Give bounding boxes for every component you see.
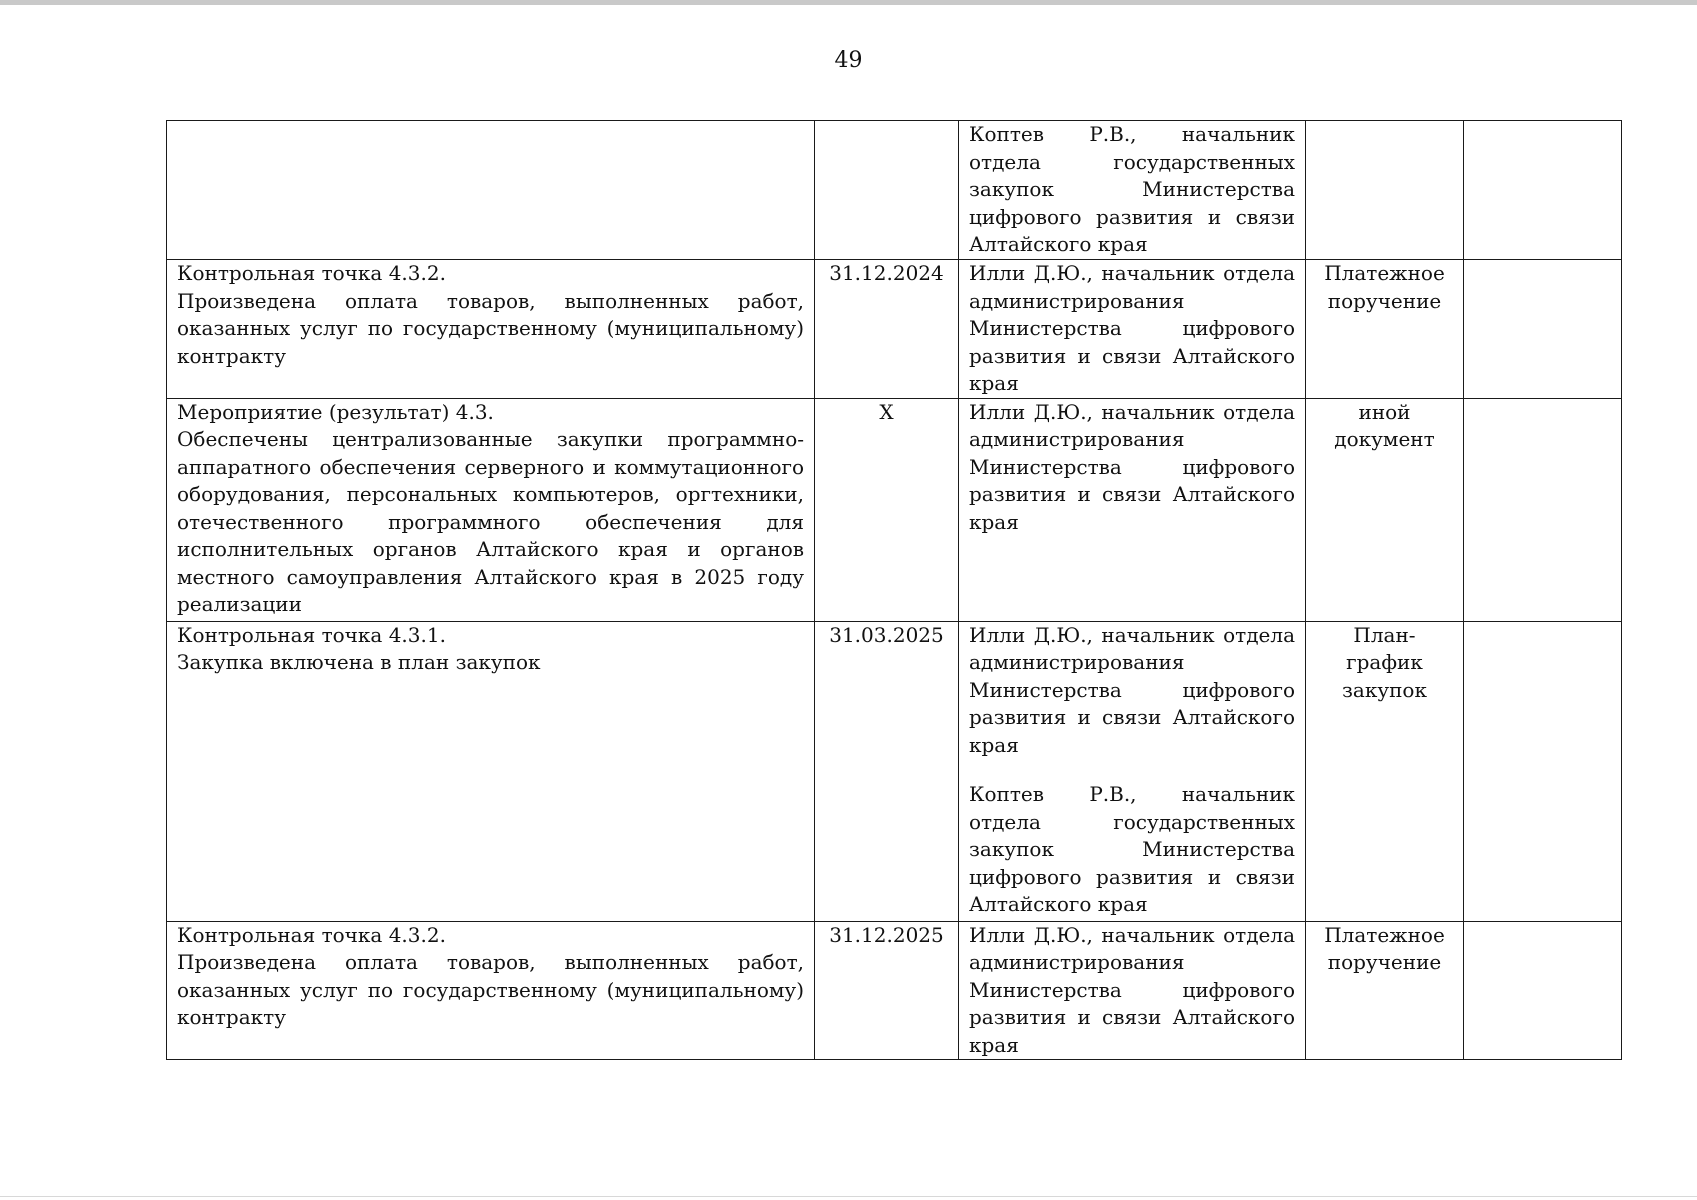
table-row [167, 398, 1622, 621]
document-cell [1306, 121, 1464, 260]
table-row [167, 121, 1622, 260]
row-text: Произведена оплата товаров, выполненных работ, оказанных услуг по государственному (муниципальному) контракту [177, 288, 804, 368]
table-row [167, 260, 1622, 399]
row-title: Контрольная точка 4.3.1. [177, 622, 446, 647]
date-cell: 31.12.2025 [815, 921, 959, 1060]
responsible-cell [959, 260, 1306, 399]
responsible-person: Илли Д.Ю., начальник отдела администрирования Министерства цифрового развития и связи Алтайского края [969, 922, 1295, 1057]
document-cell: План-график закупок [1306, 621, 1464, 921]
table-row [167, 621, 1622, 921]
responsible-person: Илли Д.Ю., начальник отдела администрирования Министерства цифрового развития и связи Алтайского края [969, 399, 1295, 534]
document-cell: иной документ [1306, 398, 1464, 621]
responsible-person: Илли Д.Ю., начальник отдела администрирования Министерства цифрового развития и связи Алтайского края [969, 261, 1295, 395]
notes-cell [1464, 921, 1622, 1060]
notes-cell [1464, 398, 1622, 621]
responsible-cell [959, 398, 1306, 621]
plan-table [166, 120, 1622, 1060]
spacer [969, 759, 1295, 781]
document-cell: Платежное поручение [1306, 260, 1464, 399]
table-row [167, 921, 1622, 1060]
notes-cell [1464, 621, 1622, 921]
row-title: Контрольная точка 4.3.2. [177, 922, 446, 947]
activity-cell [167, 621, 815, 921]
date-cell [815, 121, 959, 260]
responsible-cell [959, 921, 1306, 1060]
scan-top-edge [0, 0, 1697, 5]
activity-cell [167, 260, 815, 399]
row-text: Закупка включена в план закупок [177, 650, 541, 674]
responsible-cell [959, 121, 1306, 260]
date-cell: 31.03.2025 [815, 621, 959, 921]
row-text: Произведена оплата товаров, выполненных работ, оказанных услуг по государственному (муниципальному) контракту [177, 950, 804, 1029]
date-cell: X [815, 398, 959, 621]
row-title: Мероприятие (результат) 4.3. [177, 399, 494, 424]
scan-bottom-edge [0, 1196, 1697, 1197]
date-cell: 31.12.2024 [815, 260, 959, 399]
document-cell: Платежное поручение [1306, 921, 1464, 1060]
row-title: Контрольная точка 4.3.2. [177, 261, 446, 285]
responsible-person: Коптев Р.В., начальник отдела государственных закупок Министерства цифрового развития и связи Алтайского края [969, 122, 1295, 256]
notes-cell [1464, 121, 1622, 260]
responsible-cell [959, 621, 1306, 921]
activity-cell [167, 921, 815, 1060]
responsible-person: Илли Д.Ю., начальник отдела администрирования Министерства цифрового развития и связи Алтайского края [969, 622, 1295, 757]
page-number: 49 [834, 48, 863, 73]
activity-cell [167, 121, 815, 260]
responsible-person: Коптев Р.В., начальник отдела государственных закупок Министерства цифрового развития и связи Алтайского края [969, 782, 1295, 916]
notes-cell [1464, 260, 1622, 399]
row-text: Обеспечены централизованные закупки программно-аппаратного обеспечения серверного и коммутационного оборудования, персональных компьютеров, оргтехники, отечественного программного обеспечения для исполнительных органов Алтайского края и органов местного самоуправления Алтайского края в 2025 году реализации [177, 427, 804, 616]
activity-cell [167, 398, 815, 621]
